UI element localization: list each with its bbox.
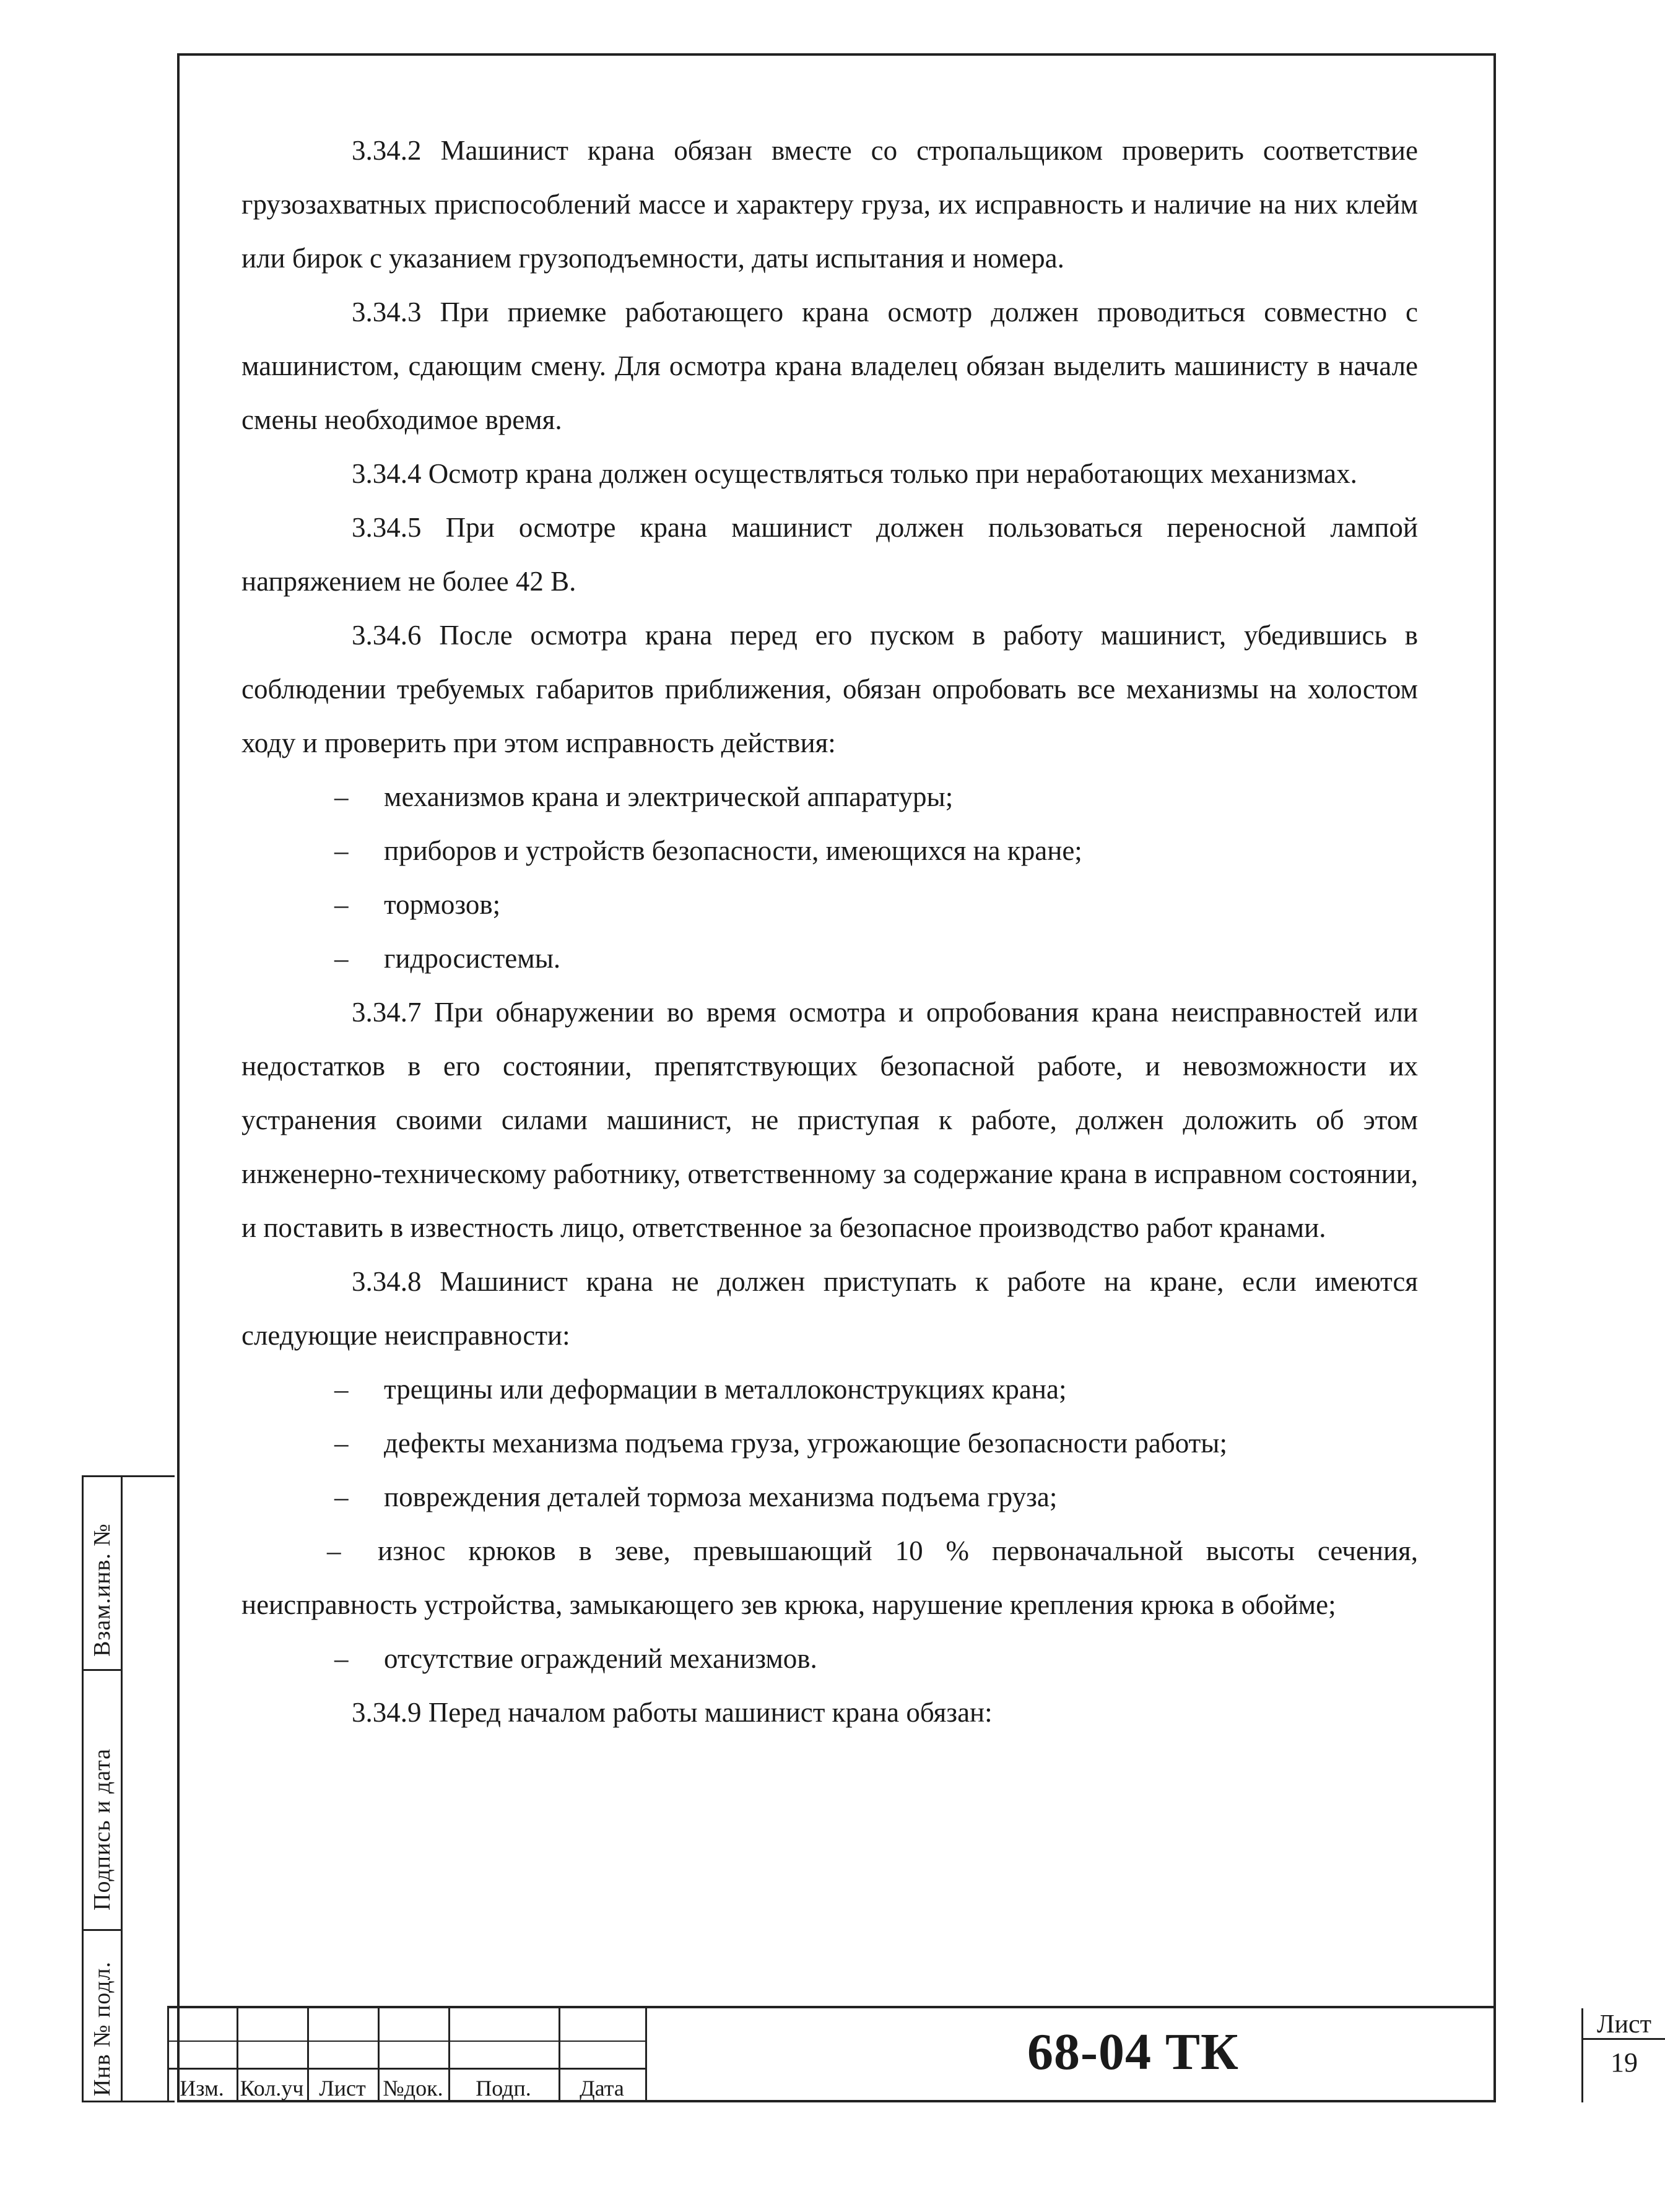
document-code: 68-04 ТК: [1027, 2023, 1239, 2081]
side-stamp: [82, 1475, 175, 2102]
document-body: [241, 124, 1418, 1740]
side-label-vzam-inv: Взам.инв. №: [89, 1523, 115, 1657]
grid-line: [645, 2008, 647, 2102]
list-item: – повреждения деталей тормоза механизма подъема груза;: [334, 1481, 1058, 1512]
header-list: Лист: [319, 2076, 366, 2101]
grid-line: [167, 2041, 645, 2042]
side-stamp-row-line: [84, 1669, 121, 1671]
paragraph-3-34-3: 3.34.3 При приемке работающего крана осмотр должен проводиться совместно с машинистом, сдающим смену. Для осмотра крана владелец обязан выделить машинисту в начале смены необходимое время.: [241, 297, 1418, 435]
sheet-label: Лист: [1583, 2011, 1665, 2040]
paragraph-3-34-2: 3.34.2 Машинист крана обязан вместе со стропальщиком проверить соответствие грузозахватных приспособлений массе и характеру груза, их исправность и наличие на них клейм или бирок с указанием грузоподъемности, даты испытания и номера.: [241, 135, 1418, 274]
sheet-box: [1581, 2008, 1663, 2102]
header-ndok: №док.: [383, 2076, 443, 2101]
grid-line: [167, 2068, 645, 2070]
paragraph-3-34-5: 3.34.5 При осмотре крана машинист должен пользоваться переносной лампой напряжением не более 42 В.: [241, 512, 1418, 597]
sheet-number: 19: [1611, 2047, 1638, 2078]
header-kol-uch: Кол.уч: [240, 2076, 304, 2101]
side-label-podpis-data: Подпись и дата: [89, 1748, 115, 1911]
paragraph-3-34-7: 3.34.7 При обнаружении во время осмотра и опробования крана неисправностей или недостатков в его состоянии, препятствующих безопасной работе, и невозможности их устранения своими силами машинист, не приступая к работе, должен доложить об этом инженерно-техническому работнику, ответственному за содержание крана в исправном состоянии, и поставить в известность лицо, ответственное за безопасное производство работ кранами.: [241, 997, 1418, 1243]
header-izm: Изм.: [180, 2076, 224, 2101]
list-item: – гидросистемы.: [334, 943, 561, 974]
title-block: [167, 2006, 1651, 2102]
paragraph-3-34-4: 3.34.4 Осмотр крана должен осуществляться только при неработающих механизмах.: [352, 458, 1357, 489]
list-item-wrapped: – износ крюков в зеве, превышающий 10 % первоначальной высоты сечения, неисправность устройства, замыкающего зев крюка, нарушение крепления крюка в обойме;: [241, 1535, 1418, 1620]
paragraph-3-34-9: 3.34.9 Перед началом работы машинист крана обязан:: [352, 1697, 993, 1728]
side-label-inv-podl: Инв № подл.: [89, 1961, 115, 2096]
list-item: – трещины или деформации в металлоконструкциях крана;: [334, 1374, 1067, 1405]
list-item: – дефекты механизма подъема груза, угрожающие безопасности работы;: [334, 1428, 1228, 1459]
header-podp: Подп.: [476, 2076, 531, 2101]
list-item: – тормозов;: [334, 889, 501, 920]
side-stamp-row-line: [84, 1929, 121, 1931]
list-item: – механизмов крана и электрической аппаратуры;: [334, 781, 954, 812]
title-block-grid: [167, 2008, 645, 2102]
list-item: – приборов и устройств безопасности, имеющихся на кране;: [334, 835, 1082, 866]
list-item: – отсутствие ограждений механизмов.: [334, 1643, 817, 1674]
paragraph-3-34-6: 3.34.6 После осмотра крана перед его пуском в работу машинист, убедившись в соблюдении требуемых габаритов приближения, обязан опробовать все механизмы на холостом ходу и проверить при этом исправность действия:: [241, 620, 1418, 758]
header-data: Дата: [580, 2076, 624, 2101]
paragraph-3-34-8: 3.34.8 Машинист крана не должен приступать к работе на кране, если имеются следующие неисправности:: [241, 1266, 1418, 1351]
